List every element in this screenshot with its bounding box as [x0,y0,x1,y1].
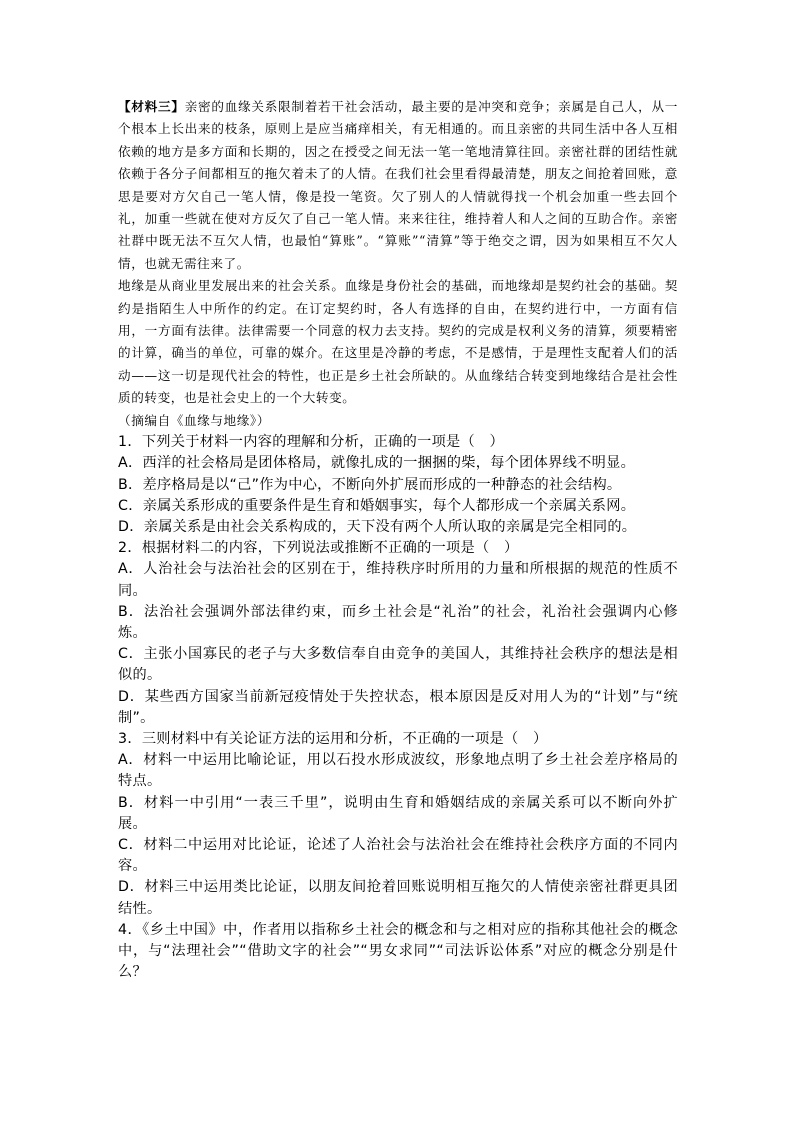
material-three-paragraph-1 [118,96,678,275]
material-text: 亲密的血缘关系限制着若干社会活动，最主要的是冲突和竞争；亲属是自己人，从一个根本上长出来的枝条，原则上是应当痛痒相关，有无相通的。而且亲密的共同生活中各人互相依赖的地方是多方面和长期的，因之在授受之间无法一笔一笔地清算往回。亲密社群的团结性就依赖于各分子间都相互的拖欠着未了的人情。在我们社会里看得最清楚，朋友之间抢着回账，意思是要对方欠自己一笔人情，像是投一笔资。欠了别人的人情就得找一个机会加重一些去回个礼，加重一些就在使对方反欠了自己一笔人情。来来往往，维持着人和人之间的互助合作。亲密社群中既无法不互欠人情，也最怕“算账”。“算账”“清算”等于绝交之谓，因为如果相互不欠人情，也就无需往来了。 [118,99,679,271]
option-a: A．材料一中运用比喻论证，用以石投水形成波纹，形象地点明了乡土社会差序格局的特点。 [118,752,678,790]
option-c: C．材料二中运用对比论证，论述了人治社会与法治社会在维持社会秩序方面的不同内容。 [118,836,678,875]
exam-page [118,96,678,983]
question-stem: 2．根据材料二的内容，下列说法或推断不正确的一项是（ ） [118,540,519,557]
question-list [118,432,678,983]
material-label: 【材料三】 [118,99,185,114]
option-b: B．材料一中引用“一表三千里”，说明由生育和婚姻结成的亲属关系可以不断向外扩展。 [118,794,678,832]
option-d: D．材料三中运用类比论证，以朋友间抢着回账说明相互拖欠的人情使亲密社群更具团结性。 [118,879,678,917]
option-d: D．某些西方国家当前新冠疫情处于失控状态，根本原因是反对用人为的“计划”与“统制”。 [118,688,678,726]
question-stem: 1．下列关于材料一内容的理解和分析，正确的一项是（ ） [118,434,505,451]
option-a: A．人治社会与法治社会的区别在于，维持秩序时所用的力量和所根据的规范的性质不同。 [118,561,678,599]
material-three-paragraph-2: 地缘是从商业里发展出来的社会关系。血缘是身份社会的基础，而地缘却是契约社会的基础。契约是指陌生人中所作的约定。在订定契约时，各人有选择的自由，在契约进行中，一方面有信用，一方面有法律。法律需要一个同意的权力去支持。契约的完成是权利义务的清算，须要精密的计算，确当的单位，可靠的媒介。在这里是冷静的考虑，不是感情，于是理性支配着人们的活动——这一切是现代社会的特性，也正是乡土社会所缺的。从血缘结合转变到地缘结合是社会性质的转变，也是社会史上的一个大转变。 [118,278,678,406]
question-stem: 4．《乡土中国》中，作者用以指称乡土社会的概念和与之相对应的指称其他社会的概念中，与“法理社会”“借助文字的社会”“男女求同”“司法诉讼体系”对应的概念分别是什么？ [118,921,678,981]
question-3 [118,729,678,920]
option-d: D．亲属关系是由社会关系构成的，天下没有两个人所认取的亲属是完全相同的。 [118,518,637,535]
option-a: A．西洋的社会格局是团体格局，就像扎成的一捆捆的柴，每个团体界线不明显。 [118,455,636,472]
option-b: B．法治社会强调外部法律约束，而乡土社会是“礼治”的社会，礼治社会强调内心修炼。 [118,603,678,641]
question-4 [118,920,678,984]
option-b: B．差序格局是以“己”作为中心，不断向外扩展而形成的一种静态的社会结构。 [118,476,622,493]
option-c: C．亲属关系形成的重要条件是生育和婚姻事实，每个人都形成一个亲属关系网。 [118,497,636,514]
option-c: C．主张小国寡民的老子与大多数信奉自由竞争的美国人，其维持社会秩序的想法是相似的。 [118,646,678,684]
question-1 [118,432,678,538]
question-2 [118,538,678,729]
material-three [118,96,678,410]
question-stem: 3．三则材料中有关论证方法的运用和分析，不正确的一项是（ ） [118,730,548,747]
material-source: （摘编自《血缘与地缘》） [118,412,271,428]
